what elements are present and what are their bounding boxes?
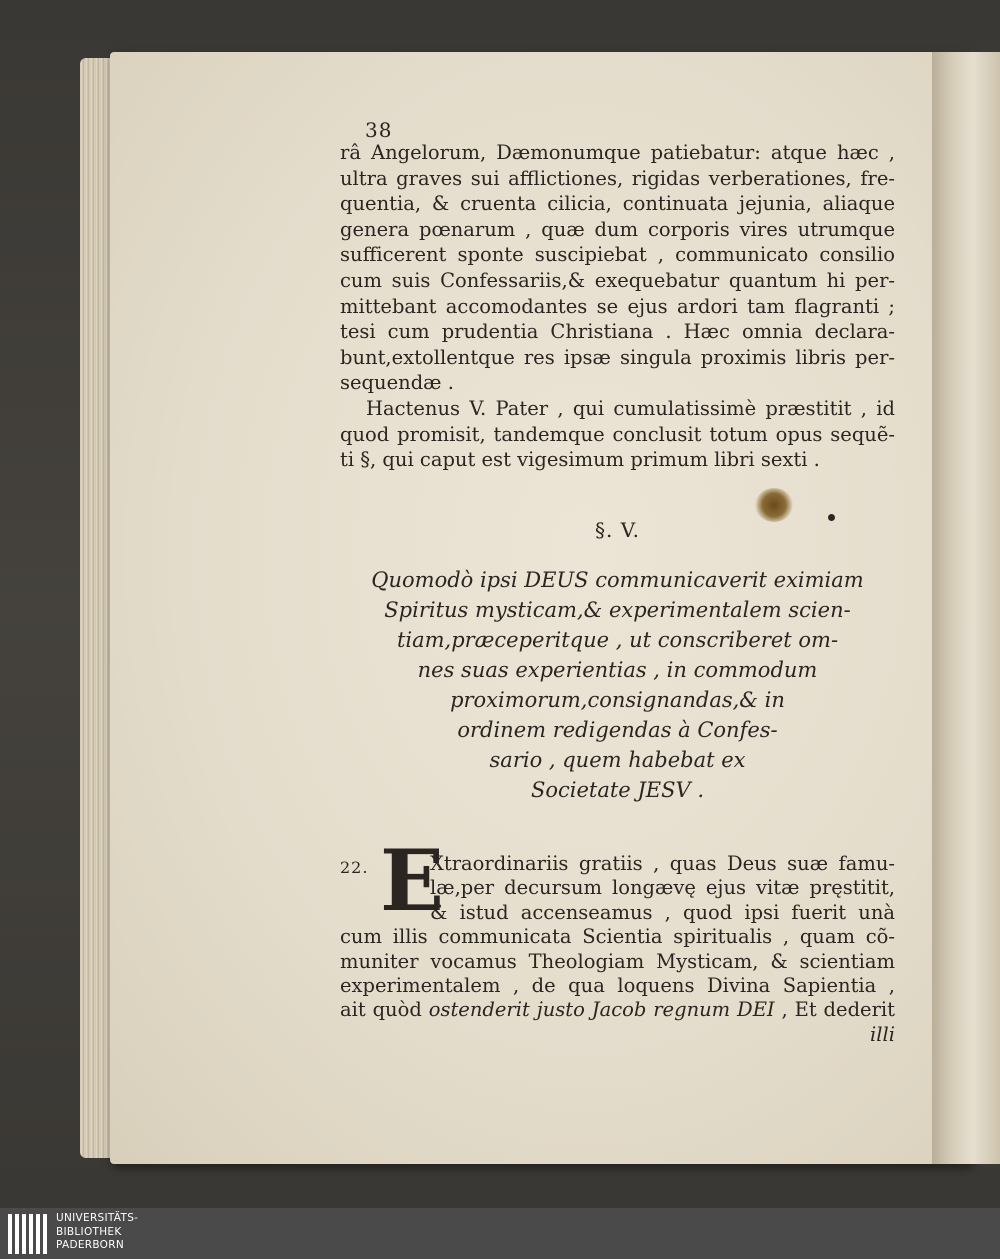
text-line: & istud accenseamus , quod ipsi fuerit unà: [430, 900, 895, 924]
text-line: Hactenus V. Pater , qui cumulatissimè præstitit , id: [366, 396, 895, 420]
text-line: quod promisit, tandemque conclusit totum opus sequẽ-: [340, 422, 895, 446]
paragraph-number: 22.: [340, 858, 369, 877]
text-line: cum illis communicata Scientia spiritualis , quam cõ-: [340, 925, 895, 949]
library-logo-icon: [8, 1214, 50, 1254]
text-line: tesi cum prudentia Christiana . Hæc omnia declara-: [340, 320, 895, 344]
heading-line: proximorum,consignandas,& in: [450, 688, 785, 712]
text-line: genera pœnarum , quæ dum corporis vires utrumque: [340, 217, 895, 241]
text-segment: , Et dederit: [774, 998, 895, 1022]
text-line: sequendæ .: [340, 371, 454, 395]
section-mark: §. V.: [594, 518, 641, 542]
text-line: sufficerent sponte suscipiebat , communicato consilio: [340, 243, 895, 267]
paragraph-continued: [340, 140, 895, 473]
catchword: illi: [870, 1022, 895, 1046]
heading-line: Quomodò ipsi DEUS communicaverit eximiam: [371, 568, 864, 592]
facing-page-edge: [932, 52, 1000, 1164]
page-number: 38: [365, 118, 393, 142]
heading-line: nes suas experientias , in commodum: [417, 658, 818, 682]
paragraph-22: [340, 852, 895, 1047]
heading-line: Spiritus mysticam,& experimentalem scien-: [384, 598, 851, 622]
text-line: râ Angelorum, Dæmonumque patiebatur: atque hæc ,: [340, 141, 895, 164]
italic-phrase: ostenderit justo Jacob regnum DEI: [428, 998, 775, 1022]
text-line: [340, 998, 895, 1022]
drop-cap: E: [380, 831, 445, 930]
text-line: Xtraordinariis gratiis , quas Deus suæ famu-: [430, 852, 895, 875]
heading-line: ordinem redigendas à Confes-: [457, 718, 778, 742]
library-name-line: PADERBORN: [56, 1239, 124, 1251]
heading-line: tiam,præceperitque , ut conscriberet om-: [396, 628, 839, 652]
text-line: læ,per decursum longævę ejus vitæ pręstitit,: [430, 876, 895, 900]
library-name-line: BIBLIOTHEK: [56, 1225, 122, 1238]
heading-line: sario , quem habebat ex: [489, 748, 746, 772]
ink-stain: [755, 488, 793, 522]
text-line: ultra graves sui afflictiones, rigidas verberationes, fre-: [340, 166, 895, 190]
text-line: bunt,extollentque res ipsæ singula proximis libris per-: [340, 345, 895, 369]
heading-line: Societate JESV .: [530, 778, 705, 802]
text-line: experimentalem , de qua loquens Divina Sapientia ,: [340, 974, 895, 998]
text-line: mittebant accomodantes se ejus ardori tam flagranti ;: [340, 294, 895, 318]
text-segment: ait quòd: [340, 998, 429, 1022]
library-name-line: UNIVERSITÄTS-: [56, 1212, 139, 1224]
library-name: [56, 1212, 138, 1253]
text-line: muniter vocamus Theologiam Mysticam, & scientiam: [340, 949, 895, 973]
text-line: quentia, & cruenta cilicia, continuata jejunia, aliaque: [340, 192, 895, 216]
text-line: cum suis Confessariis,& exequebatur quantum hi per-: [340, 268, 895, 292]
text-line: ti §, qui caput est vigesimum primum libri sexti .: [340, 448, 820, 472]
library-banner: [0, 1208, 1000, 1259]
section-heading: [340, 565, 895, 805]
